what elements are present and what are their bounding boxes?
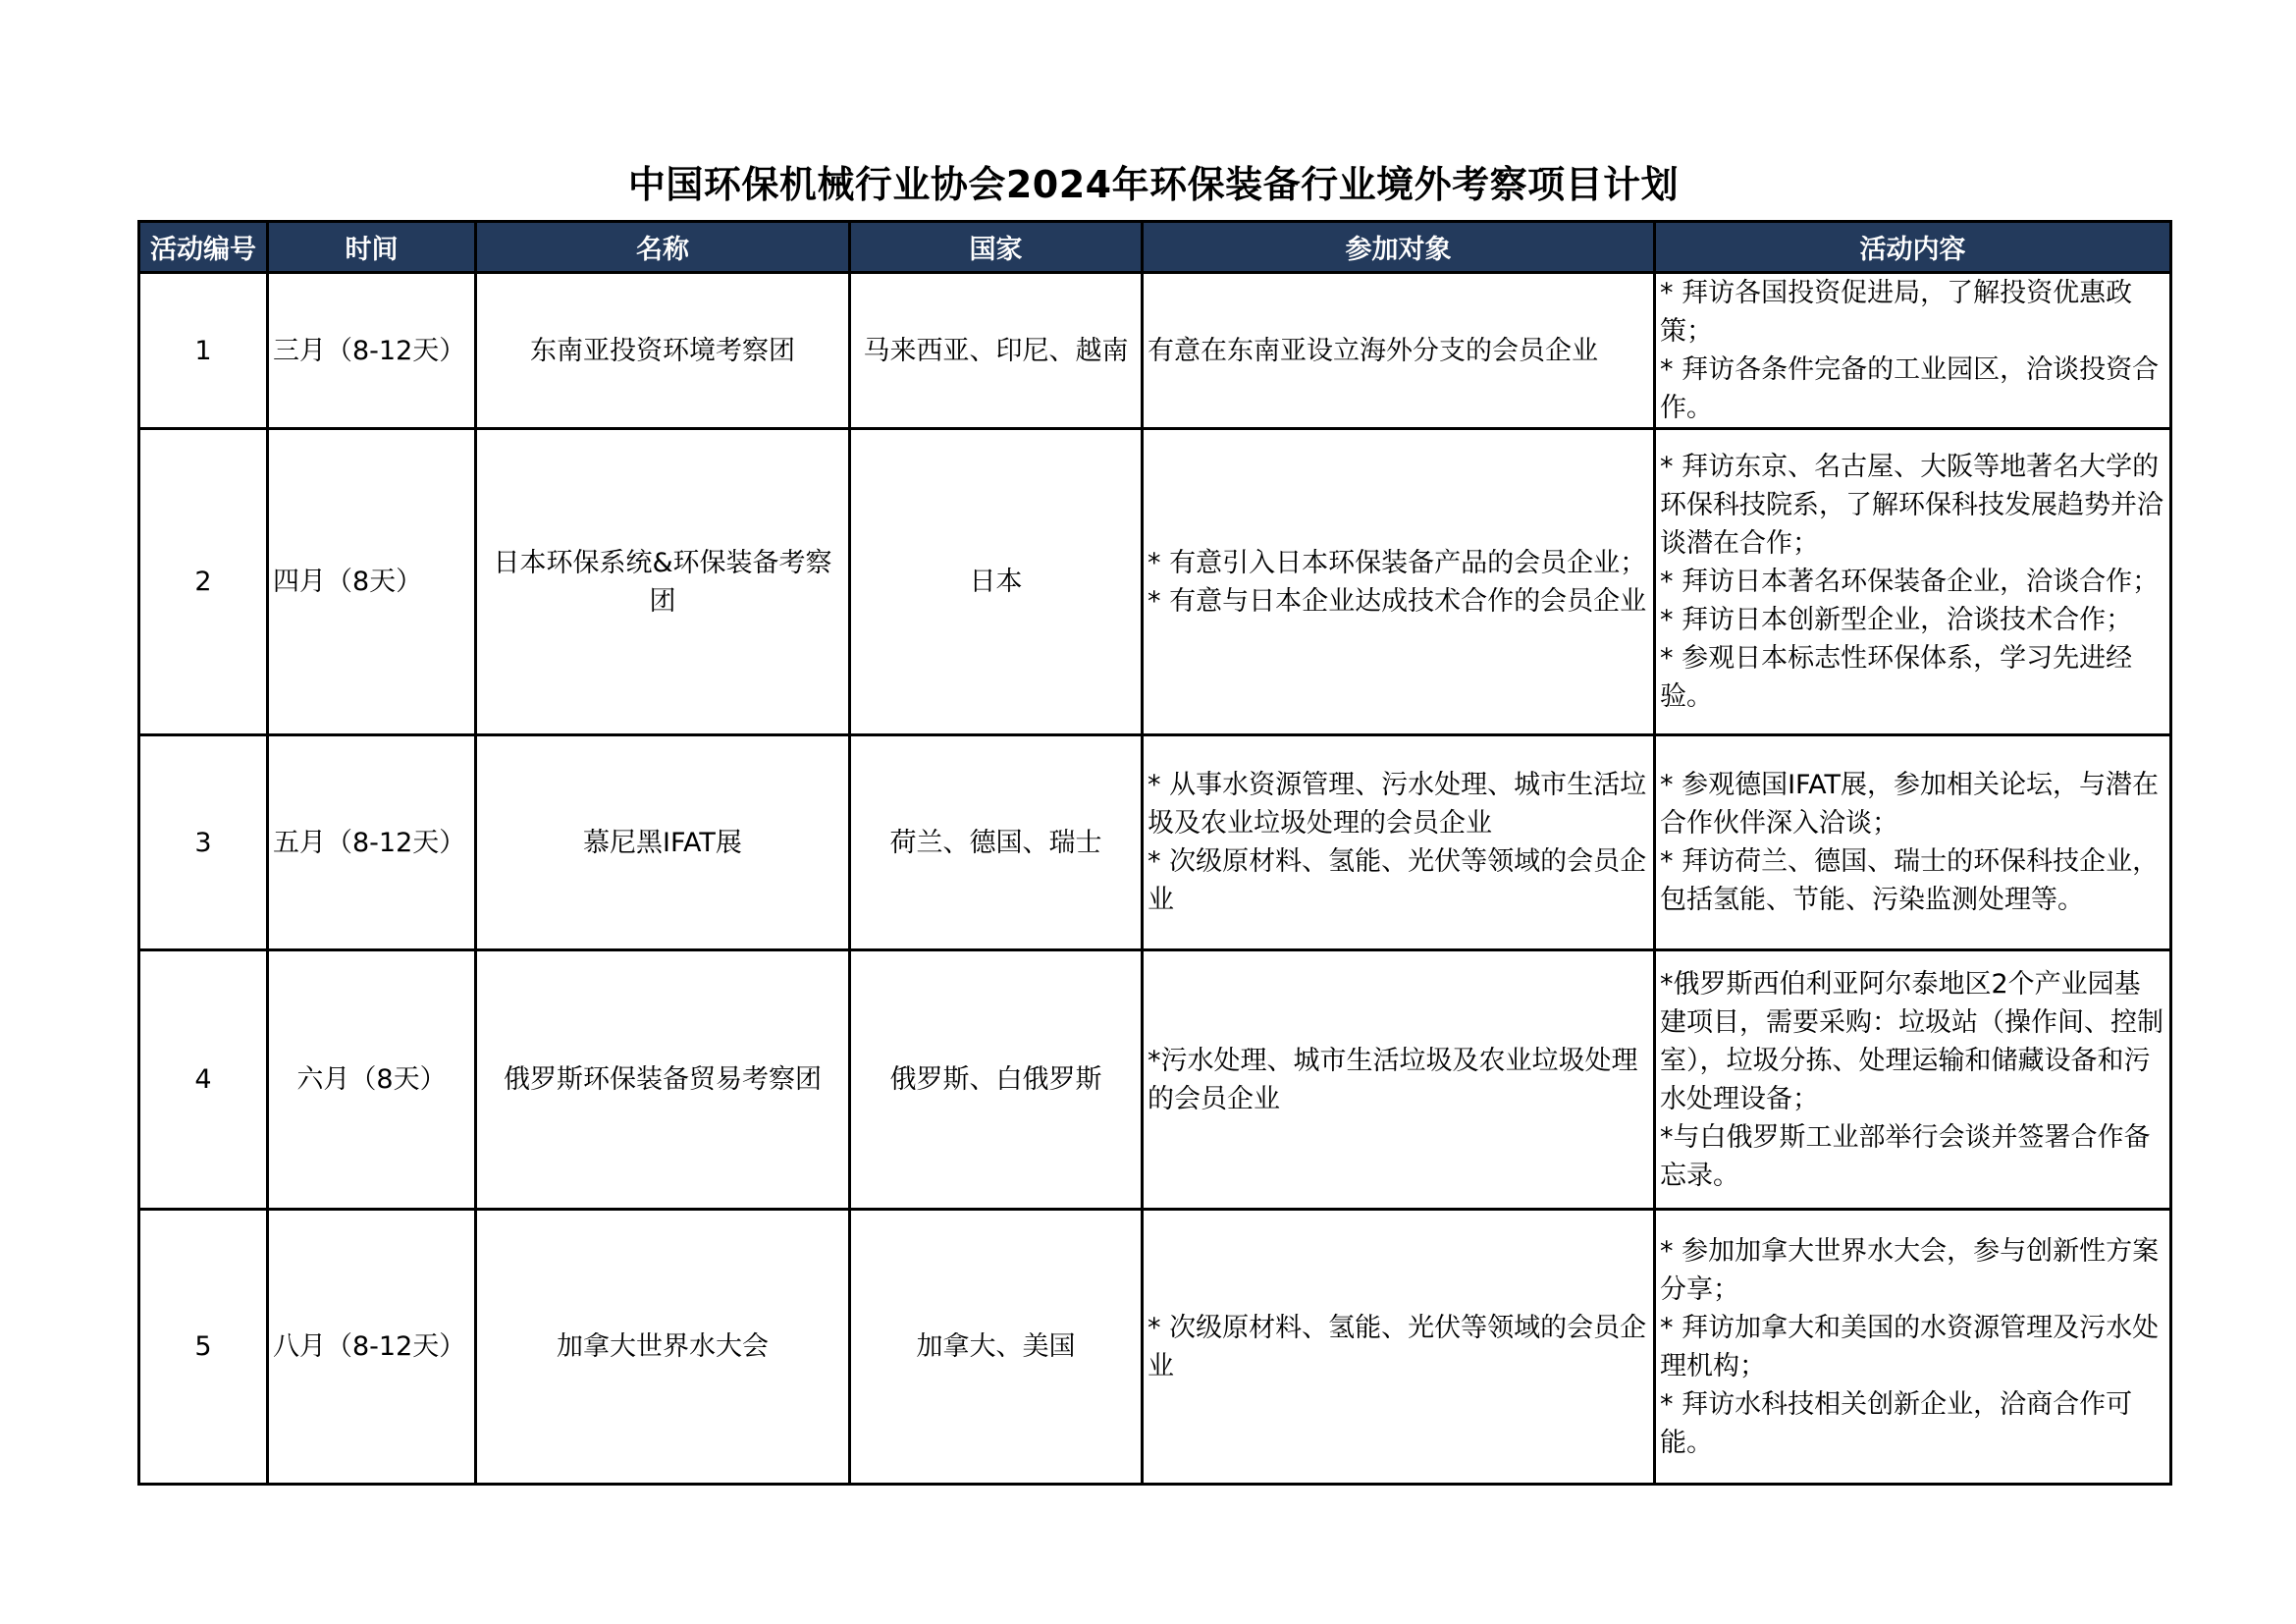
- cell-id: 1: [139, 273, 268, 429]
- table-row: [139, 1210, 2171, 1485]
- content-line: * 参加加拿大世界水大会，参与创新性方案分享；: [1660, 1235, 2160, 1305]
- table-row: [139, 950, 2171, 1210]
- content-line: *与白俄罗斯工业部举行会谈并签署合作备忘录。: [1660, 1121, 2151, 1191]
- content-line: * 拜访荷兰、德国、瑞士的环保科技企业，包括氢能、节能、污染监测处理等。: [1660, 846, 2160, 915]
- cell-name: 俄罗斯环保装备贸易考察团: [476, 950, 850, 1210]
- cell-name: 东南亚投资环境考察团: [476, 273, 850, 429]
- cell-time: 四月（8天）: [268, 429, 476, 735]
- plan-table: [137, 220, 2172, 1486]
- cell-id: 5: [139, 1210, 268, 1485]
- participants-line: * 有意与日本企业达成技术合作的会员企业: [1148, 585, 1647, 617]
- header-country: 国家: [850, 222, 1143, 273]
- cell-participants: [1143, 735, 1655, 950]
- cell-country: 日本: [850, 429, 1143, 735]
- cell-content: [1655, 735, 2171, 950]
- header-participants: 参加对象: [1143, 222, 1655, 273]
- content-line: * 拜访东京、名古屋、大阪等地著名大学的环保科技院系，了解环保科技发展趋势并洽谈潜在合作；: [1660, 452, 2163, 559]
- cell-content: [1655, 429, 2171, 735]
- content-line: * 拜访水科技相关创新企业，洽商合作可能。: [1660, 1388, 2133, 1458]
- header-id: 活动编号: [139, 222, 268, 273]
- participants-line: * 从事水资源管理、污水处理、城市生活垃圾及农业垃圾处理的会员企业: [1148, 770, 1647, 839]
- cell-time: 八月（8-12天）: [268, 1210, 476, 1485]
- header-content: 活动内容: [1655, 222, 2171, 273]
- table-row: [139, 429, 2171, 735]
- cell-country: 俄罗斯、白俄罗斯: [850, 950, 1143, 1210]
- content-line: * 拜访日本著名环保装备企业，洽谈合作；: [1660, 567, 2160, 597]
- participants-line: 有意在东南亚设立海外分支的会员企业: [1148, 335, 1598, 366]
- cell-name: 慕尼黑IFAT展: [476, 735, 850, 950]
- participants-line: *污水处理、城市生活垃圾及农业垃圾处理的会员企业: [1148, 1045, 1638, 1114]
- content-line: * 拜访加拿大和美国的水资源管理及污水处理机构；: [1660, 1312, 2160, 1381]
- cell-name: 日本环保系统&环保装备考察团: [476, 429, 850, 735]
- header-time: 时间: [268, 222, 476, 273]
- cell-id: 4: [139, 950, 268, 1210]
- cell-participants: [1143, 429, 1655, 735]
- content-line: * 参观德国IFAT展，参加相关论坛，与潜在合作伙伴深入洽谈；: [1660, 770, 2159, 839]
- content-line: * 参观日本标志性环保体系，学习先进经验。: [1660, 643, 2133, 712]
- cell-content: [1655, 273, 2171, 429]
- content-line: *俄罗斯西伯利亚阿尔泰地区2个产业园基建项目，需要采购：垃圾站（操作间、控制室），垃圾分拣、处理运输和储藏设备和污水处理设备；: [1660, 968, 2163, 1114]
- content-line: * 拜访日本创新型企业，洽谈技术合作；: [1660, 605, 2133, 635]
- header-name: 名称: [476, 222, 850, 273]
- cell-name: 加拿大世界水大会: [476, 1210, 850, 1485]
- content-line: * 拜访各国投资促进局，了解投资优惠政策；: [1660, 278, 2133, 347]
- page-title: 中国环保机械行业协会2024年环保装备行业境外考察项目计划: [627, 163, 1680, 206]
- cell-participants: [1143, 1210, 1655, 1485]
- cell-participants: [1143, 273, 1655, 429]
- participants-line: * 有意引入日本环保装备产品的会员企业；: [1148, 547, 1647, 578]
- cell-participants: [1143, 950, 1655, 1210]
- cell-content: [1655, 1210, 2171, 1485]
- cell-time: 五月（8-12天）: [268, 735, 476, 950]
- cell-id: 3: [139, 735, 268, 950]
- participants-line: * 次级原材料、氢能、光伏等领域的会员企业: [1148, 846, 1647, 915]
- table-header-row: [139, 222, 2171, 273]
- table-row: [139, 273, 2171, 429]
- participants-line: * 次级原材料、氢能、光伏等领域的会员企业: [1148, 1312, 1647, 1381]
- cell-time: 三月（8-12天）: [268, 273, 476, 429]
- cell-content: [1655, 950, 2171, 1210]
- cell-time: 六月（8天）: [268, 950, 476, 1210]
- table-row: [139, 735, 2171, 950]
- cell-id: 2: [139, 429, 268, 735]
- cell-country: 马来西亚、印尼、越南: [850, 273, 1143, 429]
- cell-country: 加拿大、美国: [850, 1210, 1143, 1485]
- cell-country: 荷兰、德国、瑞士: [850, 735, 1143, 950]
- content-line: * 拜访各条件完备的工业园区，洽谈投资合作。: [1660, 354, 2160, 423]
